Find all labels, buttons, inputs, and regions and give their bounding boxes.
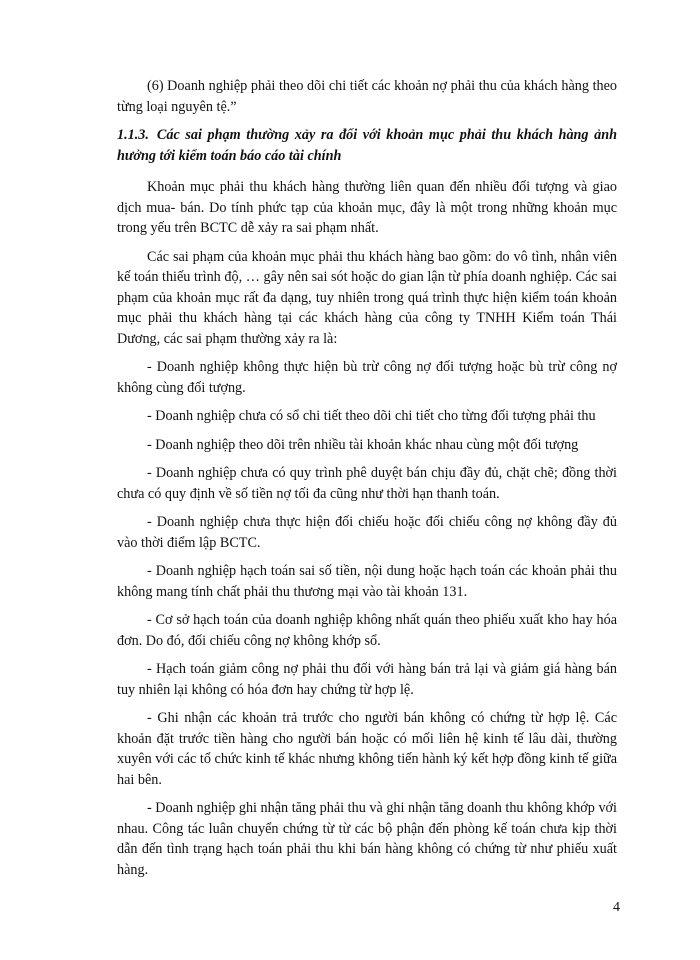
list-item: - Hạch toán giảm công nợ phải thu đối với hàng bán trả lại và giảm giá hàng bán tuy nhiên lại không có hóa đơn hay chứng từ hợp lệ. xyxy=(117,661,617,698)
page-number: 4 xyxy=(613,900,620,915)
list-item: - Cơ sở hạch toán của doanh nghiệp không nhất quán theo phiếu xuất kho hay hóa đơn. Do đó, đối chiếu công nợ không khớp sổ. xyxy=(117,612,617,649)
list-item: - Doanh nghiệp chưa có sổ chi tiết theo dõi chi tiết cho từng đối tượng phải thu xyxy=(147,408,596,424)
list-item: - Doanh nghiệp chưa có quy trình phê duyệt bán chịu đầy đủ, chặt chẽ; đồng thời chưa có quy định về số tiền nợ tối đa cũng như thời hạn thanh toán. xyxy=(117,465,617,502)
list-item: - Doanh nghiệp chưa thực hiện đối chiếu hoặc đối chiếu công nợ không đầy đủ vào thời điểm lập BCTC. xyxy=(117,514,617,551)
list-item: - Doanh nghiệp ghi nhận tăng phải thu và ghi nhận tăng doanh thu không khớp với nhau. Công tác luân chuyển chứng từ từ các bộ phận đến phòng kế toán chưa kịp thời dẫn đến tình trạng hạch toán phải thu khi bán hàng không có chứng từ như phiếu xuất hàng. xyxy=(117,800,617,878)
paragraph: Các sai phạm của khoản mục phải thu khách hàng bao gồm: do vô tình, nhân viên kế toán thiếu trình độ, … gây nên sai sót hoặc do gian lận từ phía doanh nghiệp. Các sai phạm của khoản mục rất đa dạng, tuy nhiên trong quá trình thực hiện kiểm toán khoản mục phải thu khách hàng tại các khách hàng của công ty TNHH Kiểm toán Thái Dương, các sai phạm thường xảy ra là: xyxy=(117,248,617,347)
section-heading xyxy=(117,125,617,167)
list-item: - Doanh nghiệp theo dõi trên nhiều tài khoản khác nhau cùng một đối tượng xyxy=(147,436,579,453)
list-item: - Ghi nhận các khoản trả trước cho người bán không có chứng từ hợp lệ. Các khoản đặt trước tiền hàng cho người bán hoặc có mối liên hệ kinh tế lâu dài, thường xuyên với các tổ chức kinh tế khác nhưng không tiến hành ký kết hợp đồng kinh tế giữa hai bên. xyxy=(117,710,617,788)
intro-item: (6) Doanh nghiệp phải theo dõi chi tiết các khoản nợ phải thu của khách hàng theo từng loại nguyên tệ.” xyxy=(117,78,617,115)
list-item: - Doanh nghiệp hạch toán sai số tiền, nội dung hoặc hạch toán các khoản phải thu không mang tính chất phải thu thương mại vào tài khoản 131. xyxy=(117,563,617,600)
section-title: Các sai phạm thường xảy ra đối với khoản mục phải thu khách hàng ảnh hưởng tới kiểm toán báo cáo tài chính xyxy=(117,127,617,164)
document-page xyxy=(117,76,617,888)
paragraph: Khoản mục phải thu khách hàng thường liên quan đến nhiều đối tượng và giao dịch mua- bán. Do tính phức tạp của khoản mục, đây là một trong những khoản mục trong yếu trên BCTC dễ xảy ra sai phạm nhất. xyxy=(117,179,617,236)
section-number: 1.1.3. xyxy=(117,127,149,143)
list-item: - Doanh nghiệp không thực hiện bù trừ công nợ đối tượng hoặc bù trừ công nợ không cùng đối tượng. xyxy=(117,359,617,396)
